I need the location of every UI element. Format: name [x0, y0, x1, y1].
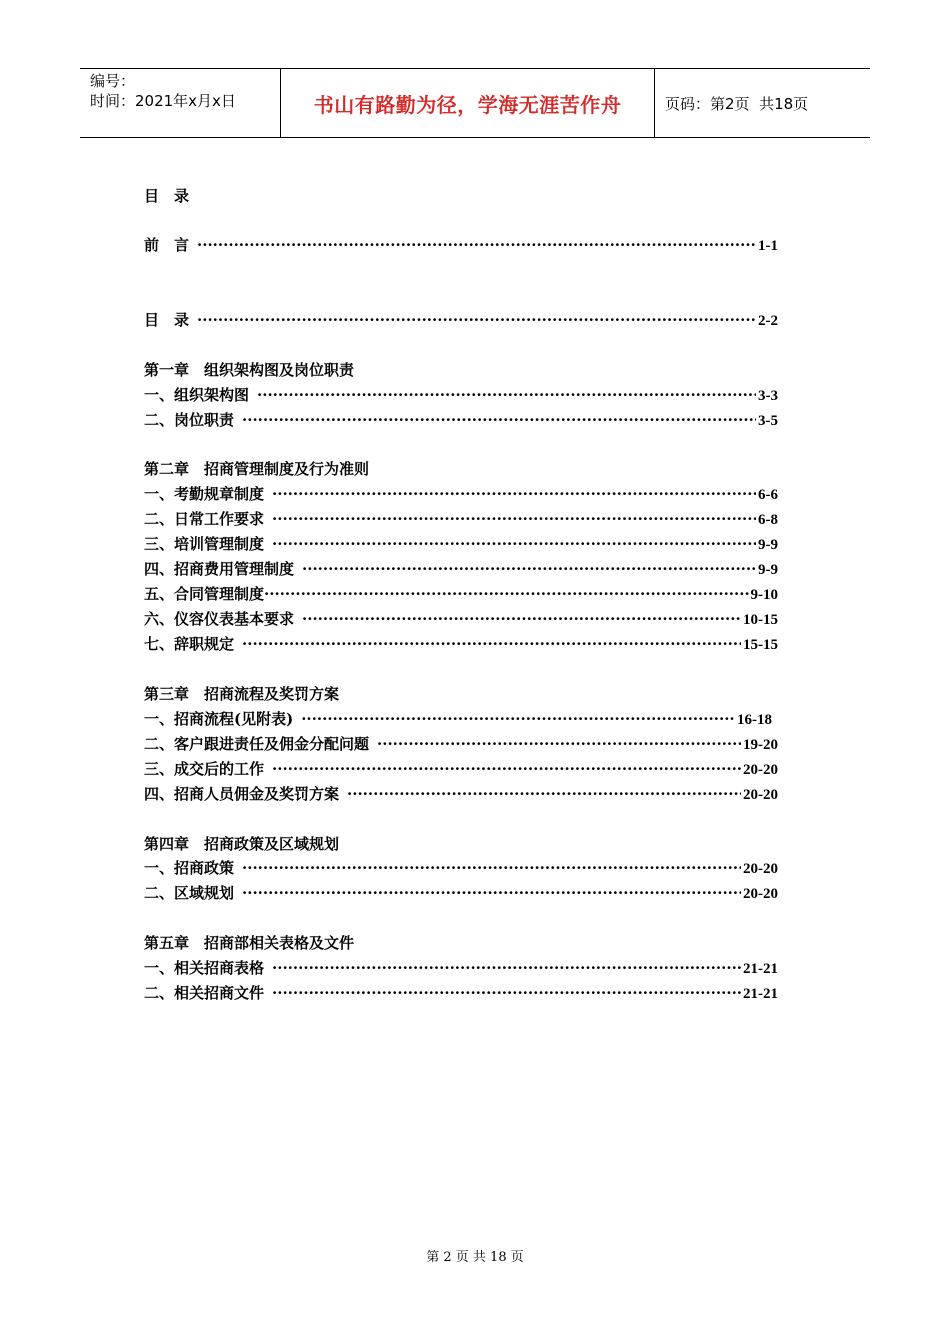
toc-entry[interactable]	[144, 783, 778, 805]
dot-leader	[272, 758, 741, 780]
header-motto: 书山有路勤为径，学海无涯苦作舟	[281, 69, 655, 137]
dot-leader	[272, 483, 756, 505]
toc-entry[interactable]	[144, 583, 778, 605]
header-page-info	[655, 69, 870, 137]
toc-entry[interactable]	[144, 708, 772, 730]
toc-entry[interactable]	[144, 633, 778, 655]
dot-leader	[197, 234, 756, 256]
toc-entry-page: 9-9	[758, 562, 778, 578]
page-footer: 第 2 页 共 18 页	[426, 1250, 524, 1265]
toc-entry[interactable]	[144, 409, 778, 431]
dot-leader	[272, 533, 756, 555]
page-info-text: 页码：第2页 共18页	[665, 94, 809, 113]
dot-leader	[264, 583, 748, 605]
toc-entry-label: 二、客户跟进责任及佣金分配问题	[144, 735, 370, 753]
toc-entry-page: 20-20	[743, 861, 778, 877]
toc-entry-page: 9-9	[758, 537, 778, 553]
toc-entry-label: 一、组织架构图	[144, 386, 250, 404]
toc-entry[interactable]	[144, 309, 778, 331]
date-label: 时间：2021年x月x日	[90, 92, 236, 110]
toc-entry-page: 15-15	[743, 637, 778, 653]
dot-leader	[302, 608, 741, 630]
dot-leader	[377, 733, 741, 755]
toc-entry[interactable]	[144, 483, 778, 505]
dot-leader	[242, 633, 741, 655]
toc-entry[interactable]	[144, 608, 778, 630]
toc-entry-label: 二、岗位职责	[144, 411, 235, 429]
chapter-heading: 第二章 招商管理制度及行为准则	[144, 460, 370, 478]
toc-entry-page: 16-18	[737, 712, 772, 728]
toc-entry-label: 二、相关招商文件	[144, 984, 265, 1002]
dot-leader	[272, 957, 741, 979]
toc-entry-label: 前 言	[144, 236, 190, 254]
toc-entry-page: 2-2	[758, 313, 778, 329]
toc-entry-label: 七、辞职规定	[144, 635, 235, 653]
toc-entry[interactable]	[144, 508, 778, 530]
toc-entry-page: 20-20	[743, 787, 778, 803]
toc-entry-label: 四、招商费用管理制度	[144, 560, 295, 578]
dot-leader	[272, 982, 741, 1004]
dot-leader	[242, 882, 741, 904]
toc-entry[interactable]	[144, 234, 778, 256]
dot-leader	[347, 783, 741, 805]
toc-title: 目 录	[144, 187, 190, 205]
toc-entry[interactable]	[144, 384, 778, 406]
toc-entry-page: 1-1	[758, 238, 778, 254]
toc-entry[interactable]	[144, 558, 778, 580]
toc-entry-label: 五、合同管理制度	[144, 585, 265, 603]
toc-entry-label: 四、招商人员佣金及奖罚方案	[144, 785, 340, 803]
toc-entry-label: 目 录	[144, 311, 190, 329]
dot-leader	[197, 309, 756, 331]
header-meta	[80, 69, 281, 137]
toc-entry-page: 21-21	[743, 961, 778, 977]
chapter-heading: 第三章 招商流程及奖罚方案	[144, 685, 340, 703]
toc-entry-page: 6-8	[758, 512, 778, 528]
toc-entry-page: 3-3	[758, 388, 778, 404]
toc-entry-label: 六、仪容仪表基本要求	[144, 610, 295, 628]
toc-entry[interactable]	[144, 957, 778, 979]
dot-leader	[301, 708, 735, 730]
toc-entry-label: 二、日常工作要求	[144, 510, 265, 528]
toc-entry[interactable]	[144, 758, 778, 780]
dot-leader	[242, 409, 756, 431]
toc-entry-label: 三、成交后的工作	[144, 760, 265, 778]
dot-leader	[257, 384, 756, 406]
dot-leader	[302, 558, 756, 580]
toc-entry[interactable]	[144, 882, 778, 904]
toc-entry-page: 20-20	[743, 886, 778, 902]
toc-entry-page: 3-5	[758, 413, 778, 429]
toc-entry-label: 一、招商政策	[144, 859, 235, 877]
chapter-heading: 第一章 组织架构图及岗位职责	[144, 361, 355, 379]
toc-entry-page: 19-20	[743, 737, 778, 753]
toc-entry-label: 一、招商流程(见附表)	[144, 710, 294, 728]
chapter-heading: 第五章 招商部相关表格及文件	[144, 934, 355, 952]
toc-entry-page: 20-20	[743, 762, 778, 778]
toc-entry[interactable]	[144, 533, 778, 555]
number-label: 编号：	[90, 72, 136, 90]
toc-entry-page: 21-21	[743, 986, 778, 1002]
toc-entry[interactable]	[144, 733, 778, 755]
toc-entry-label: 一、考勤规章制度	[144, 485, 265, 503]
dot-leader	[242, 857, 741, 879]
toc-entry-page: 10-15	[743, 612, 778, 628]
toc-entry[interactable]	[144, 857, 778, 879]
toc-entry-label: 一、相关招商表格	[144, 959, 265, 977]
toc-entry-label: 三、培训管理制度	[144, 535, 265, 553]
dot-leader	[272, 508, 756, 530]
page-header	[80, 68, 870, 138]
toc-entry-page: 6-6	[758, 487, 778, 503]
chapter-heading: 第四章 招商政策及区域规划	[144, 835, 340, 853]
toc-entry[interactable]	[144, 982, 778, 1004]
toc-entry-label: 二、区域规划	[144, 884, 235, 902]
toc-entry-page: 9-10	[750, 587, 778, 603]
